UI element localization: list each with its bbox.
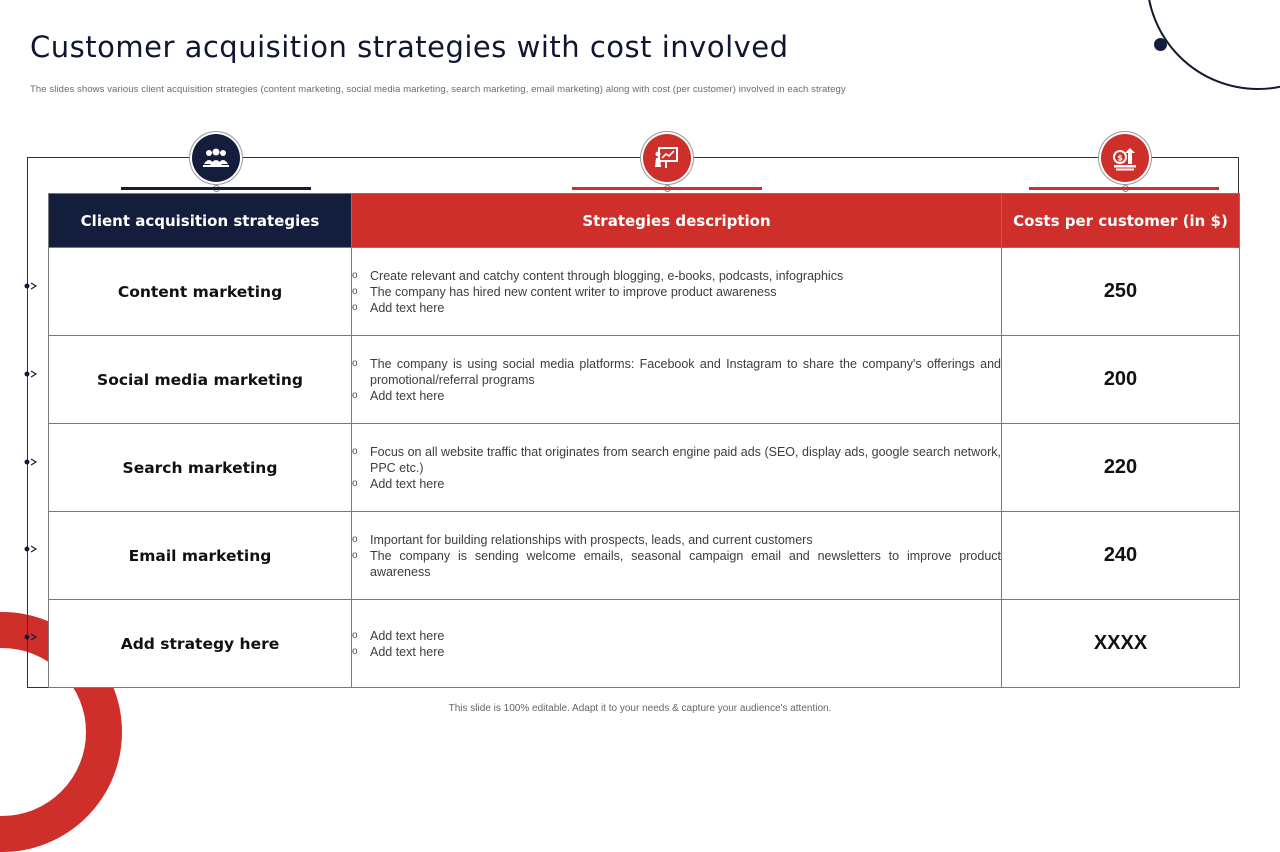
svg-text:$: $ xyxy=(1117,153,1123,163)
cost-value: 220 xyxy=(1002,424,1240,512)
table-row xyxy=(49,600,1240,688)
row-pointer-icon xyxy=(24,545,38,553)
cost-value: XXXX xyxy=(1002,600,1240,688)
list-item: o Important for building relationships with prospects, leads, and current customers xyxy=(352,532,813,547)
list-item: o Create relevant and catchy content through blogging, e-books, podcasts, infographics xyxy=(352,268,844,283)
money-growth-icon xyxy=(1101,134,1149,182)
strategy-description xyxy=(352,600,1002,688)
header-accent-bar xyxy=(121,187,311,190)
list-item: o The company has hired new content writer to improve product awareness xyxy=(352,284,777,299)
strategy-name: Email marketing xyxy=(49,512,352,600)
list-item: o The company is using social media platforms: Facebook and Instagram to share the company's offerings and promotional/referral programs xyxy=(352,356,1001,387)
header-cost: Costs per customer (in $) xyxy=(1002,194,1240,248)
strategy-name: Content marketing xyxy=(49,248,352,336)
team-icon xyxy=(192,134,240,182)
row-pointer-icon xyxy=(24,370,38,378)
strategy-description xyxy=(352,336,1002,424)
cost-value: 240 xyxy=(1002,512,1240,600)
row-pointer-icon xyxy=(24,458,38,466)
slide-subtitle: The slides shows various client acquisition strategies (content marketing, social media marketing, search marketing, email marketing) along with cost (per customer) involved in each strategy xyxy=(30,84,846,95)
strategy-name: Search marketing xyxy=(49,424,352,512)
header-description: Strategies description xyxy=(352,194,1002,248)
list-item: o Add text here xyxy=(352,300,445,315)
list-item: o The company is sending welcome emails, seasonal campaign email and newsletters to improve product awareness xyxy=(352,548,1001,579)
strategy-name: Social media marketing xyxy=(49,336,352,424)
strategies-table xyxy=(48,193,1239,687)
strategy-description xyxy=(352,424,1002,512)
row-pointer-icon xyxy=(24,282,38,290)
strategy-name: Add strategy here xyxy=(49,600,352,688)
list-item: o Add text here xyxy=(352,388,445,403)
row-pointer-icon xyxy=(24,633,38,641)
list-item: o Focus on all website traffic that originates from search engine paid ads (SEO, display ads, google search network, PPC etc.) xyxy=(352,444,1001,475)
decorative-dot xyxy=(1154,38,1167,51)
header-strategy: Client acquisition strategies xyxy=(49,194,352,248)
cost-value: 250 xyxy=(1002,248,1240,336)
cost-value: 200 xyxy=(1002,336,1240,424)
presentation-icon xyxy=(643,134,691,182)
strategy-description xyxy=(352,512,1002,600)
list-item: o Add text here xyxy=(352,628,445,643)
strategy-description xyxy=(352,248,1002,336)
slide-title: Customer acquisition strategies with cost involved xyxy=(30,30,789,64)
table-row xyxy=(49,424,1240,512)
table-row xyxy=(49,336,1240,424)
header-accent-bar xyxy=(1029,187,1219,190)
header-accent-bar xyxy=(572,187,762,190)
list-item: o Add text here xyxy=(352,476,445,491)
table-row xyxy=(49,248,1240,336)
table-header-row xyxy=(49,194,1240,248)
slide-footer: This slide is 100% editable. Adapt it to your needs & capture your audience's attention. xyxy=(448,703,832,714)
table-row xyxy=(49,512,1240,600)
list-item: o Add text here xyxy=(352,644,445,659)
